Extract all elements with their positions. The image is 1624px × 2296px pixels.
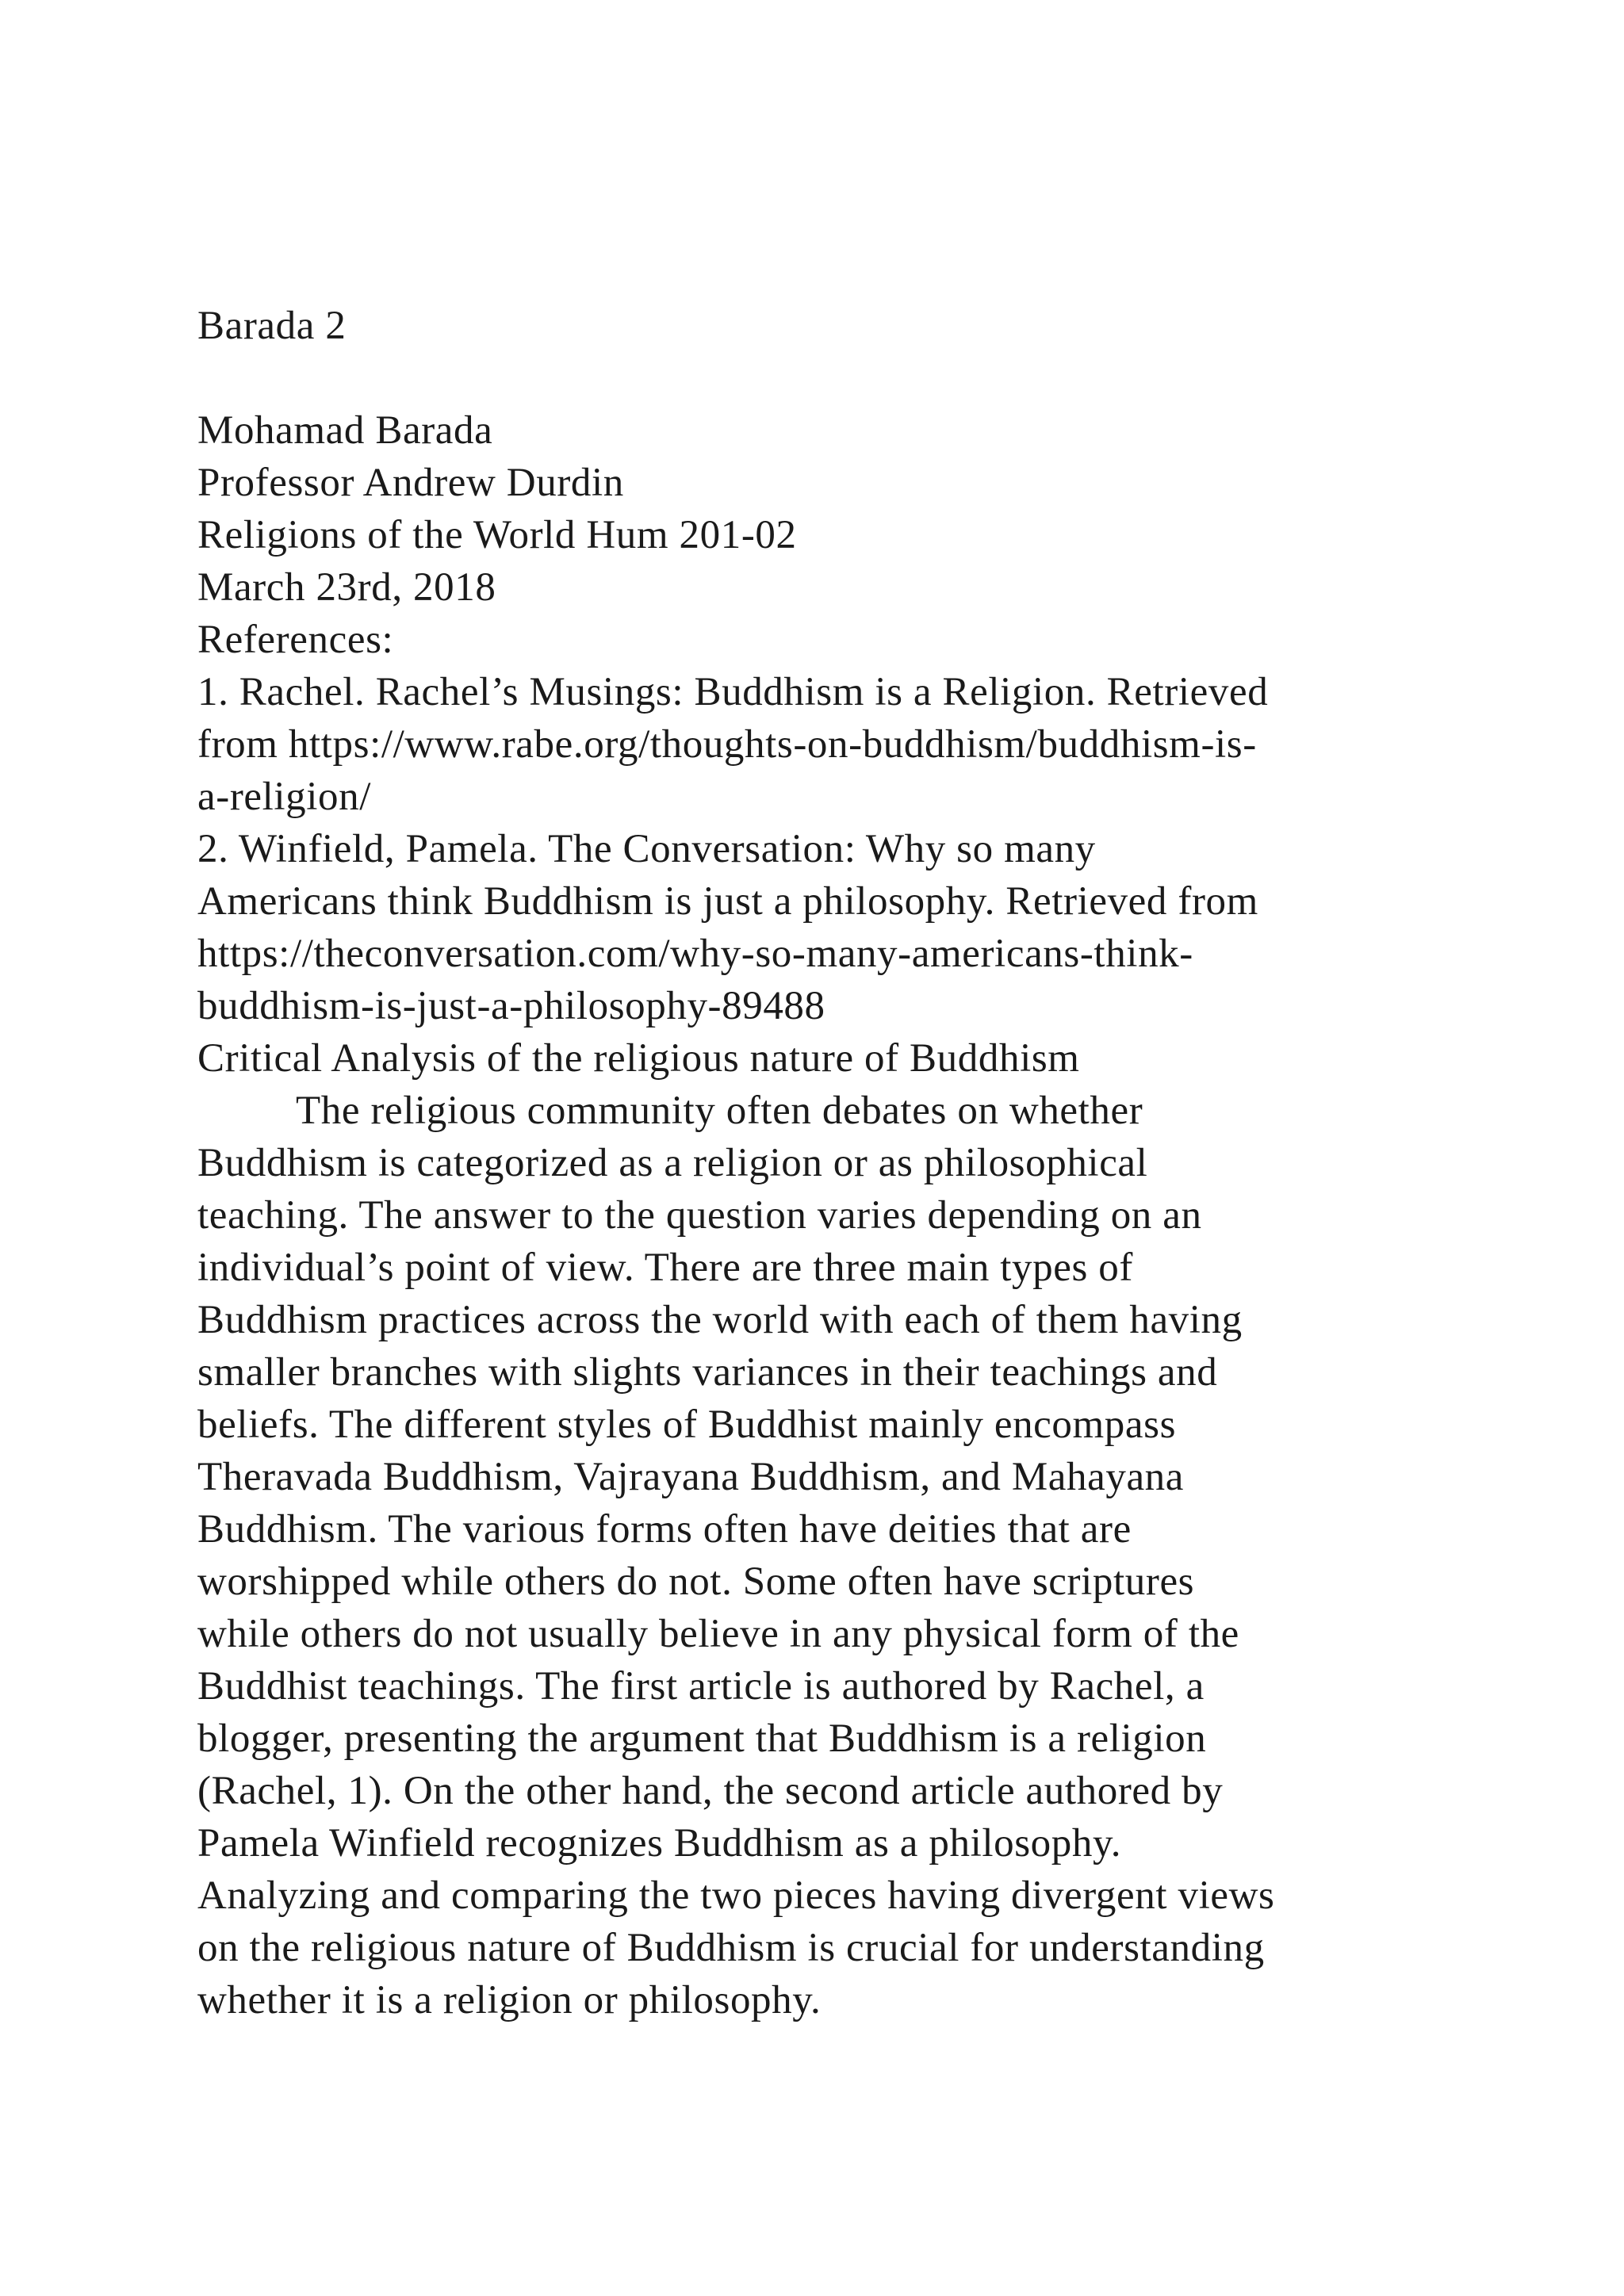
reference-line: https://theconversation.com/why-so-many-americans-think-: [197, 932, 1193, 976]
running-head: Barada 2: [197, 304, 347, 348]
paragraph-line: whether it is a religion or philosophy.: [197, 1978, 822, 2022]
reference-line: a-religion/: [197, 775, 372, 819]
reference-line: buddhism-is-just-a-philosophy-89488: [197, 984, 825, 1028]
paragraph-line: on the religious nature of Buddhism is crucial for understanding: [197, 1926, 1265, 1970]
author-name: Mohamad Barada: [197, 408, 493, 453]
document-date: March 23rd, 2018: [197, 565, 496, 610]
paragraph-line: smaller branches with slights variances in their teachings and: [197, 1350, 1218, 1395]
paragraph-line: The religious community often debates on whether: [296, 1089, 1143, 1133]
running-head-block: [197, 300, 1530, 352]
reference-line: Americans think Buddhism is just a philosophy. Retrieved from: [197, 879, 1258, 924]
paragraph-line: worshipped while others do not. Some often have scriptures: [197, 1559, 1195, 1604]
professor-name: Professor Andrew Durdin: [197, 461, 624, 505]
paragraph-line: blogger, presenting the argument that Buddhism is a religion: [197, 1716, 1207, 1761]
reference-line: 2. Winfield, Pamela. The Conversation: Why so many: [197, 827, 1096, 871]
essay-title: Critical Analysis of the religious nature of Buddhism: [197, 1036, 1080, 1081]
paragraph-line: Buddhism. The various forms often have deities that are: [197, 1507, 1132, 1552]
paragraph-line: while others do not usually believe in any physical form of the: [197, 1612, 1239, 1656]
paragraph-line: Buddhist teachings. The first article is authored by Rachel, a: [197, 1664, 1205, 1709]
document-body: [197, 404, 1530, 2026]
course-name: Religions of the World Hum 201-02: [197, 513, 797, 557]
reference-line: from https://www.rabe.org/thoughts-on-buddhism/buddhism-is-: [197, 722, 1257, 767]
paragraph-line: Buddhism is categorized as a religion or as philosophical: [197, 1141, 1148, 1185]
paragraph-line: Theravada Buddhism, Vajrayana Buddhism, and Mahayana: [197, 1455, 1185, 1499]
reference-line: 1. Rachel. Rachel’s Musings: Buddhism is a Religion. Retrieved: [197, 670, 1269, 714]
paragraph-line: Buddhism practices across the world with each of them having: [197, 1298, 1243, 1342]
paragraph-line: individual’s point of view. There are three main types of: [197, 1246, 1133, 1290]
paragraph-line: Analyzing and comparing the two pieces having divergent views: [197, 1873, 1275, 1918]
paragraph-line: (Rachel, 1). On the other hand, the second article authored by: [197, 1769, 1224, 1813]
paragraph-line: beliefs. The different styles of Buddhist mainly encompass: [197, 1402, 1177, 1447]
paragraph-line: Pamela Winfield recognizes Buddhism as a philosophy.: [197, 1821, 1122, 1866]
references-title: References:: [197, 618, 394, 662]
paragraph-line: teaching. The answer to the question varies depending on an: [197, 1193, 1202, 1238]
